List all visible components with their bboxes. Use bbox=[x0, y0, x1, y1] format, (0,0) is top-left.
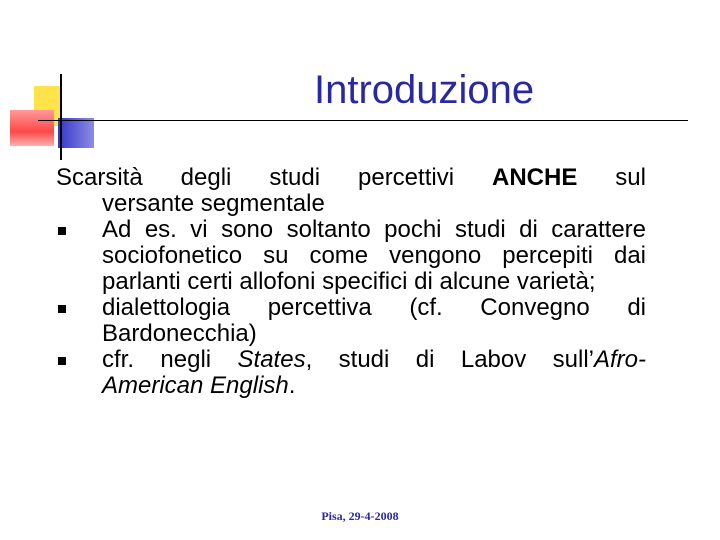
lead-text-part2: sul bbox=[577, 164, 646, 191]
bullet-text: dialettologia percettiva (cf. Convegno di Bardonecchia) bbox=[102, 294, 646, 347]
bullet-text-pre: cfr. negli bbox=[102, 346, 238, 373]
square-bullet-icon bbox=[58, 227, 66, 235]
list-item bbox=[56, 295, 646, 347]
bullet-italic-american-english: American English bbox=[102, 372, 289, 399]
bullet-text: Ad es. vi sono soltanto pochi studi di carattere sociofonetico su come vengono percepiti dai parlanti certi allofoni specifici di alcune varietà; bbox=[102, 216, 646, 295]
lead-continuation: versante segmentale bbox=[102, 190, 325, 217]
lead-text-part1: Scarsità degli studi percettivi bbox=[56, 164, 492, 191]
bullet-text-post: . bbox=[288, 372, 296, 399]
decor-blue-square bbox=[58, 118, 94, 148]
lead-first-line bbox=[56, 165, 646, 191]
bullet-text-mid: , studi di Labov sull’ bbox=[305, 346, 594, 373]
lead-paragraph bbox=[56, 165, 646, 217]
bullet-italic-afro: Afro- bbox=[594, 346, 647, 373]
bullet-line-2 bbox=[102, 373, 646, 399]
bullet-line bbox=[102, 347, 646, 373]
slide-footer: Pisa, 29-4-2008 bbox=[321, 509, 399, 523]
decor-pink-square bbox=[10, 110, 54, 146]
square-bullet-icon bbox=[58, 357, 66, 365]
list-item bbox=[56, 217, 646, 295]
bullet-list bbox=[56, 217, 646, 399]
decor-horizontal-line bbox=[38, 120, 688, 121]
square-bullet-icon bbox=[58, 305, 66, 313]
decor-vertical-line bbox=[60, 74, 62, 160]
list-item bbox=[56, 347, 646, 399]
slide-title: Introduzione bbox=[314, 68, 535, 112]
slide-body bbox=[56, 165, 646, 399]
bullet-italic-states: States bbox=[237, 346, 306, 373]
lead-emphasis: ANCHE bbox=[492, 164, 578, 191]
